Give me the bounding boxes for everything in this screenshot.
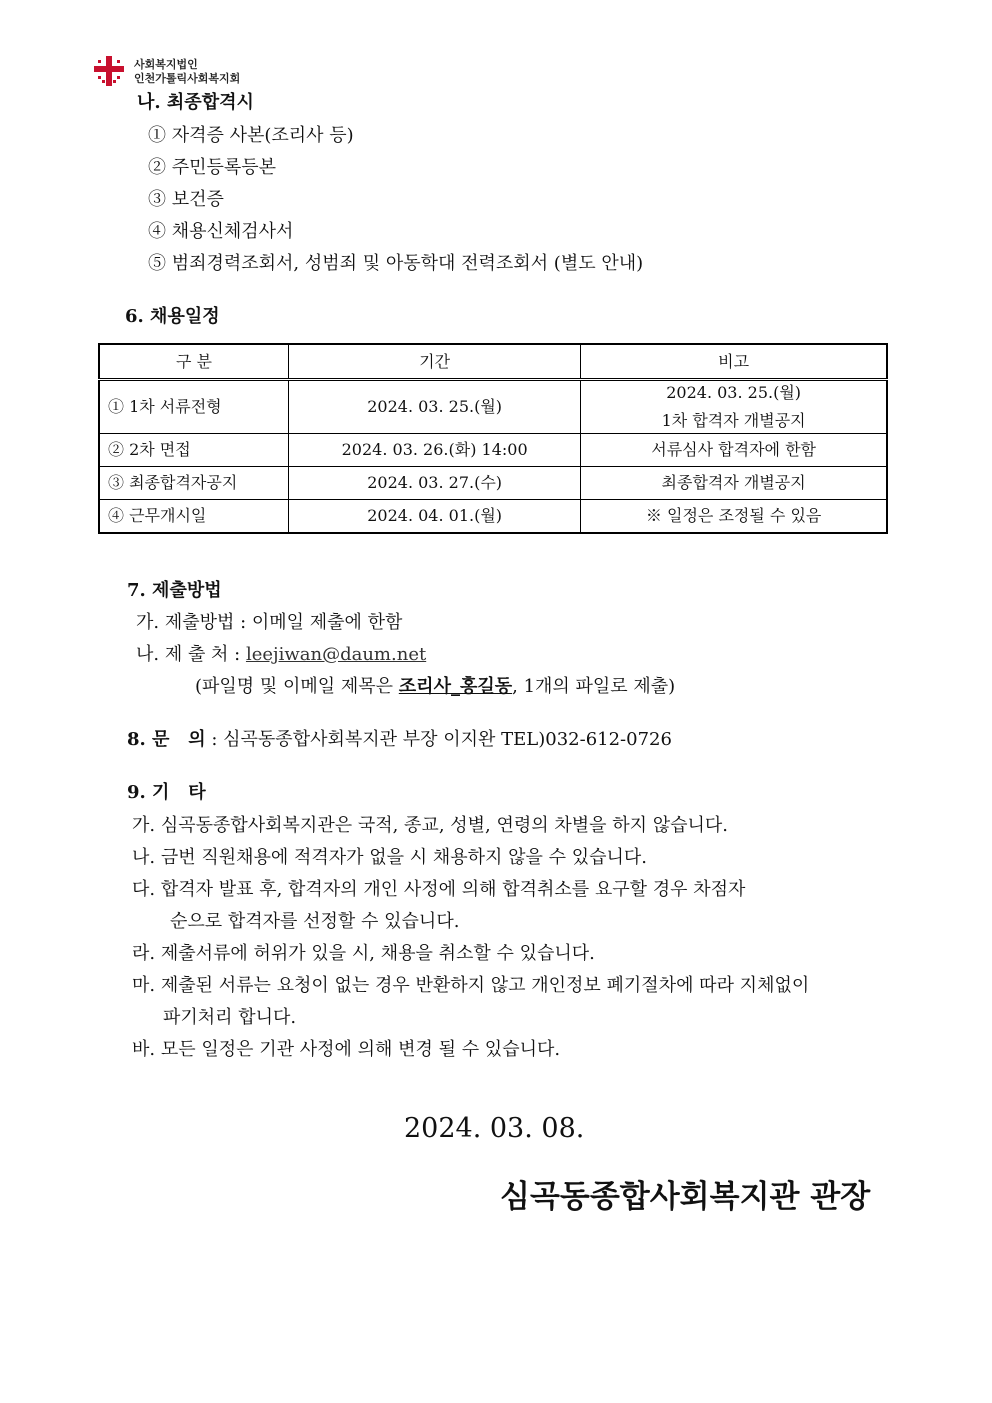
note-cell: 최종합격자 개별공지 xyxy=(581,467,887,500)
misc-line: 파기처리 합니다. xyxy=(163,1007,297,1028)
step-cell: ④ 근무개시일 xyxy=(99,500,289,534)
submission-method: 가. 제출방법 : 이메일 제출에 한함 xyxy=(136,612,403,633)
period-cell: 2024. 03. 25.(월) xyxy=(289,380,581,434)
misc-line: 나. 금번 직원채용에 적격자가 없을 시 채용하지 않을 수 있습니다. xyxy=(132,847,648,868)
inquiry-content: : 심곡동종합사회복지관 부장 이지완 TEL)032-612-0726 xyxy=(205,729,672,750)
misc-line: 다. 합격자 발표 후, 합격자의 개인 사정에 의해 합격취소를 요구할 경우 차점자 xyxy=(132,879,746,900)
destination-label: 나. 제 출 처 : xyxy=(136,644,246,665)
document-date: 2024. 03. 08. xyxy=(404,1113,585,1144)
note-line: 1차 합격자 개별공지 xyxy=(661,411,806,430)
misc-line: 순으로 합격자를 선정할 수 있습니다. xyxy=(170,911,460,932)
inquiry-line xyxy=(127,729,672,751)
filename-example: 조리사_홍길동 xyxy=(398,676,513,697)
final-pass-heading: 나. 최종합격시 xyxy=(137,92,254,113)
final-doc-item: ① 자격증 사본(조리사 등) xyxy=(148,125,354,146)
schedule-heading: 6. 채용일정 xyxy=(125,306,220,327)
org-logo xyxy=(94,56,294,88)
submission-destination xyxy=(136,644,426,666)
email-link[interactable]: leejiwan@daum.net xyxy=(245,644,427,665)
column-header: 구 분 xyxy=(99,344,289,380)
note-cell xyxy=(581,380,887,434)
table-row xyxy=(99,500,887,534)
final-doc-item: ② 주민등록등본 xyxy=(148,157,277,178)
misc-line: 바. 모든 일정은 기관 사정에 의해 변경 될 수 있습니다. xyxy=(132,1039,561,1060)
misc-line: 가. 심곡동종합사회복지관은 국적, 종교, 성별, 연령의 차별을 하지 않습니다. xyxy=(132,815,729,836)
misc-line: 라. 제출서류에 허위가 있을 시, 채용을 취소할 수 있습니다. xyxy=(132,943,595,964)
submission-heading: 7. 제출방법 xyxy=(127,580,222,601)
filename-note-prefix: (파일명 및 이메일 제목은 xyxy=(195,676,399,697)
table-row xyxy=(99,380,887,434)
final-doc-item: ⑤ 범죄경력조회서, 성범죄 및 아동학대 전력조회서 (별도 안내) xyxy=(148,253,644,274)
filename-note-suffix: , 1개의 파일로 제출) xyxy=(512,676,676,697)
note-cell: 서류심사 합격자에 한함 xyxy=(581,434,887,467)
schedule-table xyxy=(98,343,888,534)
misc-heading: 9. 기 타 xyxy=(127,782,206,803)
period-cell: 2024. 03. 26.(화) 14:00 xyxy=(289,434,581,467)
cross-emblem-icon xyxy=(94,56,124,86)
note-cell: ※ 일정은 조정될 수 있음 xyxy=(581,500,887,534)
table-row xyxy=(99,467,887,500)
final-doc-item: ④ 채용신체검사서 xyxy=(148,221,294,242)
filename-note xyxy=(195,676,675,698)
column-header: 비고 xyxy=(581,344,887,380)
inquiry-heading: 8. 문 의 xyxy=(127,729,206,750)
signature: 심곡동종합사회복지관 관장 xyxy=(500,1179,871,1215)
step-cell: ① 1차 서류전형 xyxy=(99,380,289,434)
misc-line: 마. 제출된 서류는 요청이 없는 경우 반환하지 않고 개인정보 폐기절차에 따라 지체없이 xyxy=(132,975,810,996)
period-cell: 2024. 03. 27.(수) xyxy=(289,467,581,500)
column-header: 기간 xyxy=(289,344,581,380)
note-line: 2024. 03. 25.(월) xyxy=(666,383,802,402)
org-name-line2: 인천가톨릭사회복지회 xyxy=(134,72,241,85)
org-name-line1: 사회복지법인 xyxy=(134,58,198,71)
table-row xyxy=(99,434,887,467)
period-cell: 2024. 04. 01.(월) xyxy=(289,500,581,534)
table-header-row xyxy=(99,344,887,380)
step-cell: ② 2차 면접 xyxy=(99,434,289,467)
step-cell: ③ 최종합격자공지 xyxy=(99,467,289,500)
final-doc-item: ③ 보건증 xyxy=(148,189,224,210)
